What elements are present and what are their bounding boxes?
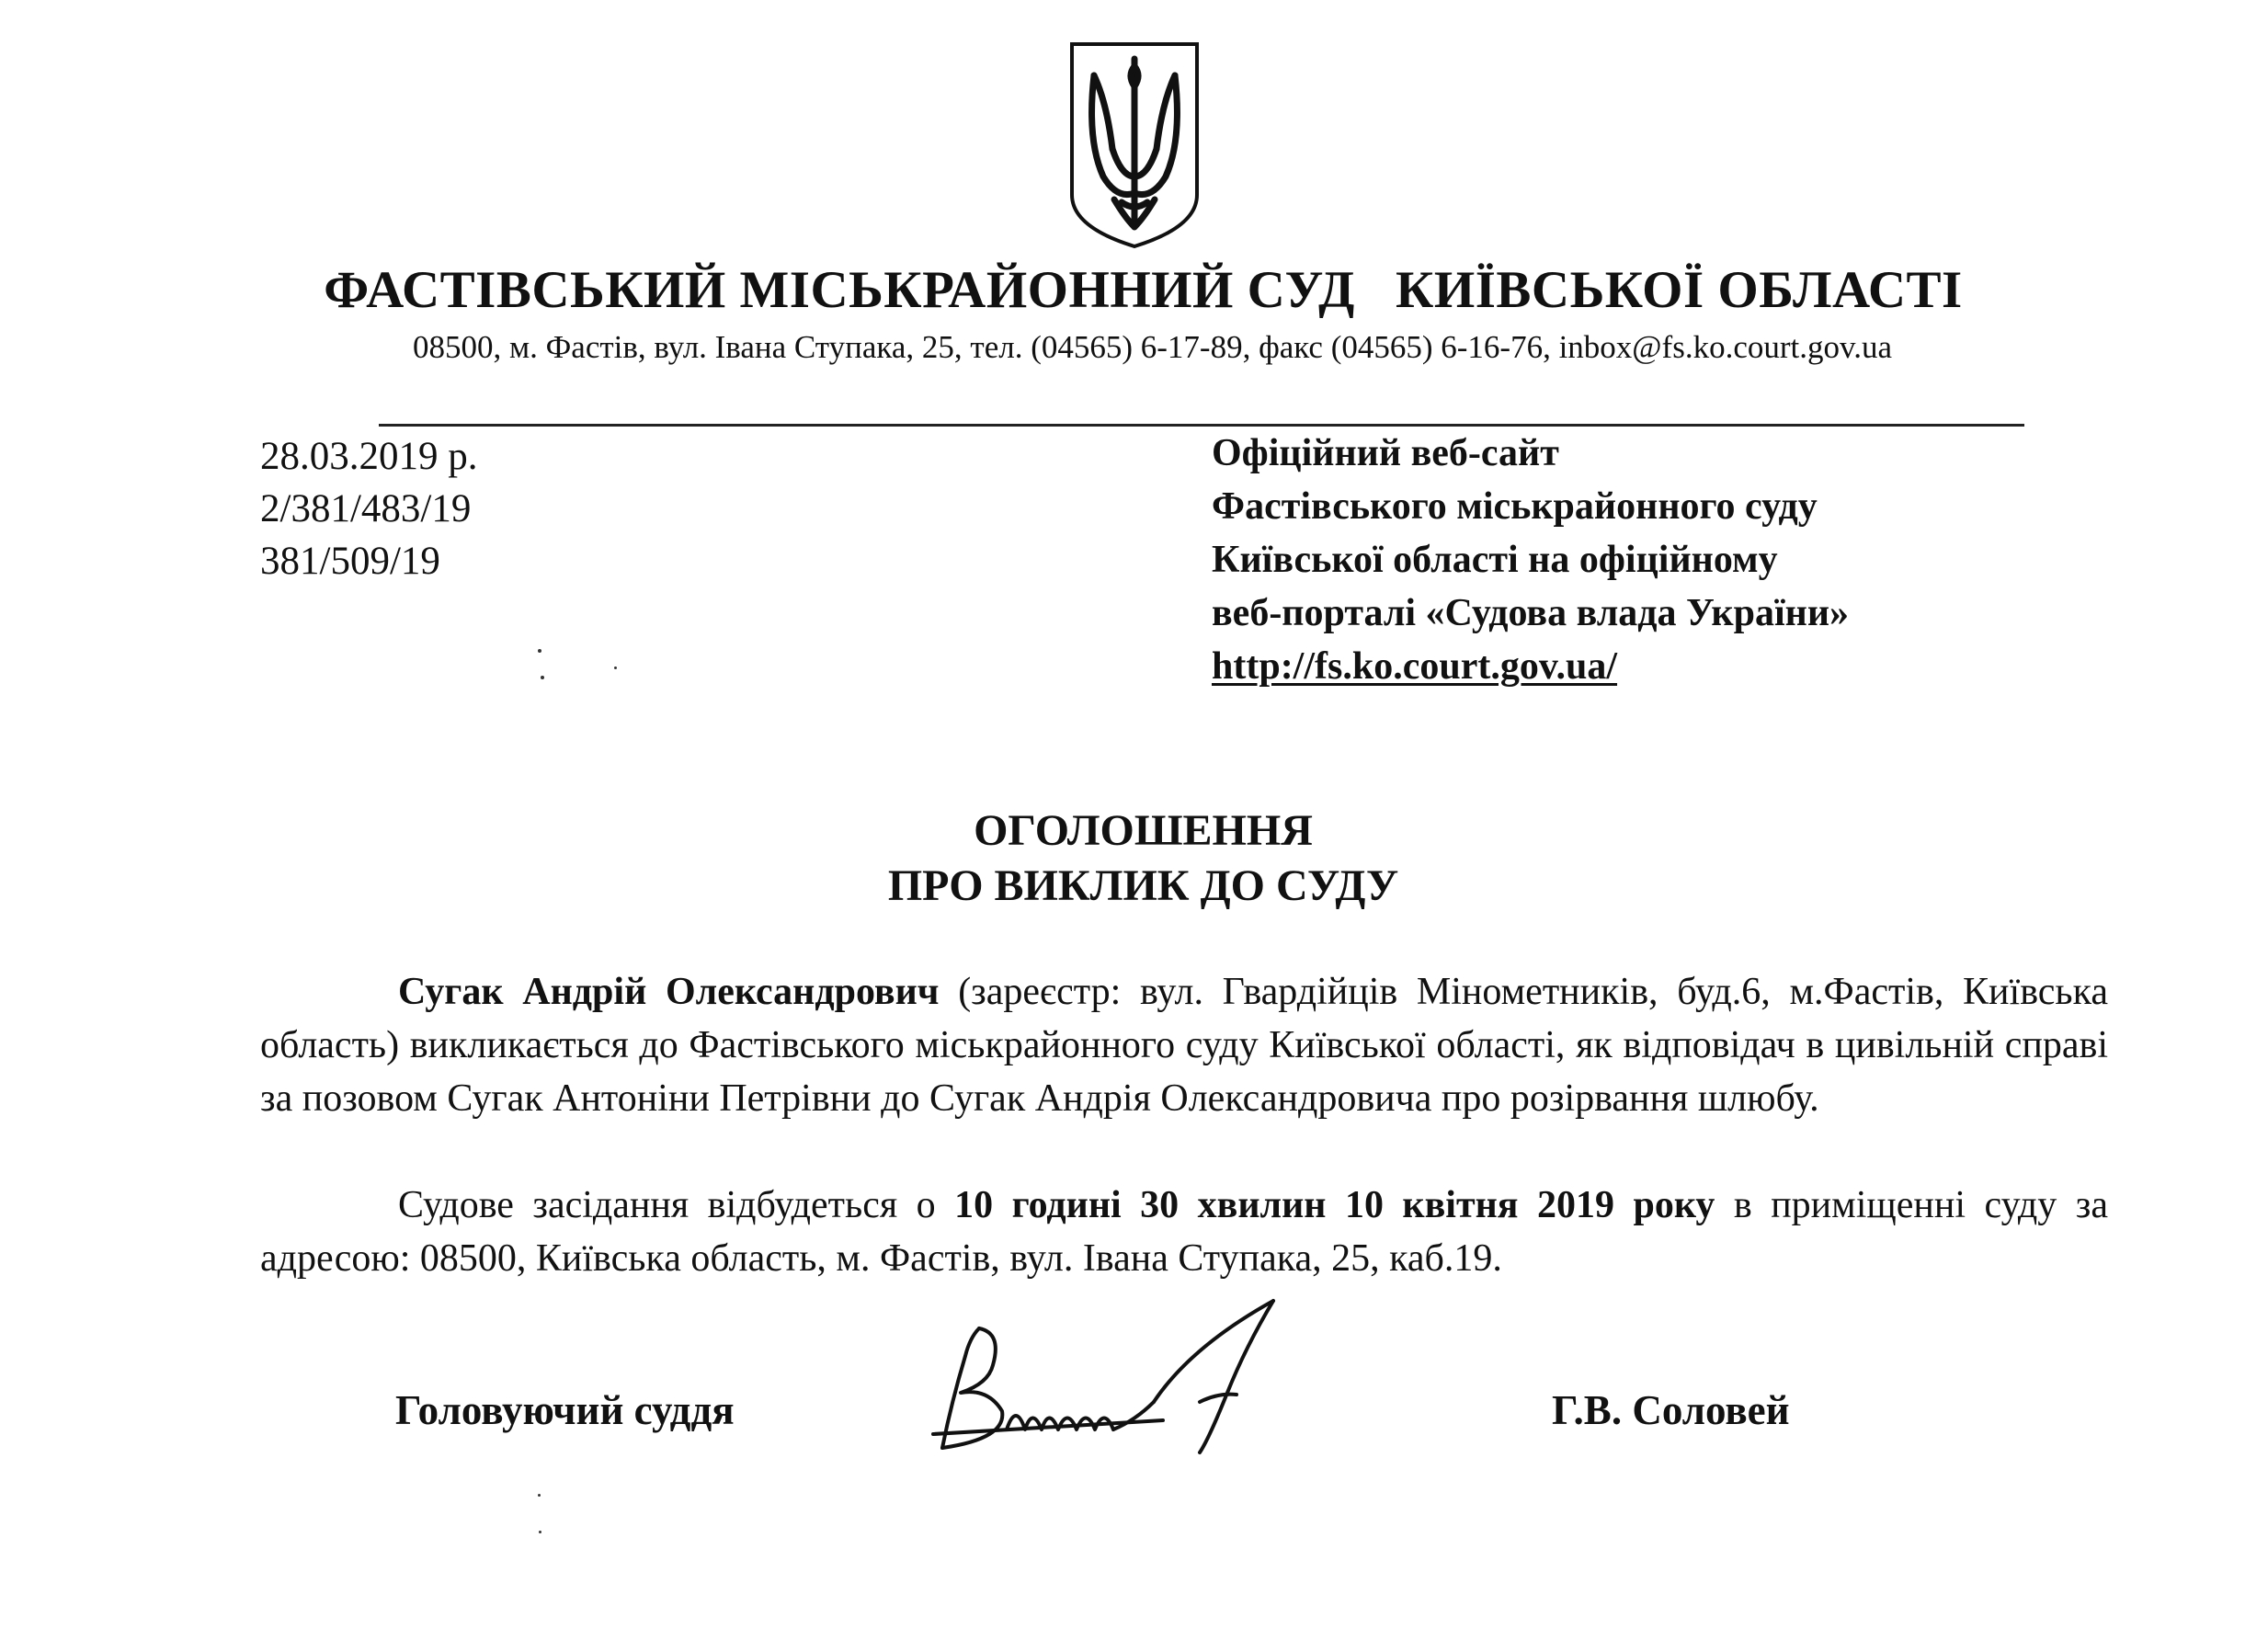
hearing-text-start: Судове засідання відбудеться о [398,1184,955,1226]
scan-speck [538,1494,541,1497]
scan-speck [541,676,544,679]
scan-speck [539,1531,541,1533]
court-name: ФАСТІВСЬКИЙ МІСЬКРАЙОННИЙ СУД КИЇВСЬКОЇ ОБЛАСТІ [324,261,1963,319]
body-paragraph-hearing [260,1179,2108,1285]
addressee-block [1212,427,1849,693]
handwritten-signature [924,1292,1328,1457]
defendant-name: Сугак Андрій Олександрович [398,971,940,1013]
signer-role: Головуючий суддя [395,1387,735,1433]
court-address: 08500, м. Фастів, вул. Івана Ступака, 25, тел. (04565) 6-17-89, факс (04565) 6-16-76, inbox@fs.ko.court.gov.ua [412,329,1892,365]
announcement-title: ОГОЛОШЕННЯ [974,806,1313,855]
body-paragraph-summons [260,965,2108,1125]
scan-speck [538,649,541,653]
proceeding-number: 381/509/19 [260,540,440,583]
document-references [260,430,478,587]
scan-speck [614,666,617,669]
summons-text: (зареєстр: вул. Гвардійців Мінометників, буд.6, м.Фастів, Київська область) викликається до Фастівського міськрайонного суду Київської області, як відповідач в цивільній справі за позовом Сугак Антоніни Петрівни до Сугак Андрія Олександровича про розірвання шлюбу. [260,971,2108,1120]
addressee-line: Фастівського міськрайонного суду [1212,485,1818,528]
hearing-text-end: в приміщенні суду за адресою: 08500, Київська область, м. Фастів, вул. Івана Ступака, 25, каб.19. [260,1184,2108,1280]
addressee-line: Київської області на офіційному [1212,539,1778,581]
hearing-datetime: 10 годині 30 хвилин 10 квітня 2019 року [954,1184,1715,1226]
addressee-line: веб-порталі «Судова влада України» [1212,592,1850,634]
announcement-subtitle: ПРО ВИКЛИК ДО СУДУ [887,861,1399,910]
signer-name: Г.В. Соловей [1552,1387,1790,1433]
case-number: 2/381/483/19 [260,487,472,530]
document-date: 28.03.2019 р. [260,435,478,478]
website-link[interactable]: http://fs.ko.court.gov.ua/ [1212,645,1618,688]
addressee-line: Офіційний веб-сайт [1212,432,1559,474]
trident-coat-of-arms-icon [1066,39,1202,250]
